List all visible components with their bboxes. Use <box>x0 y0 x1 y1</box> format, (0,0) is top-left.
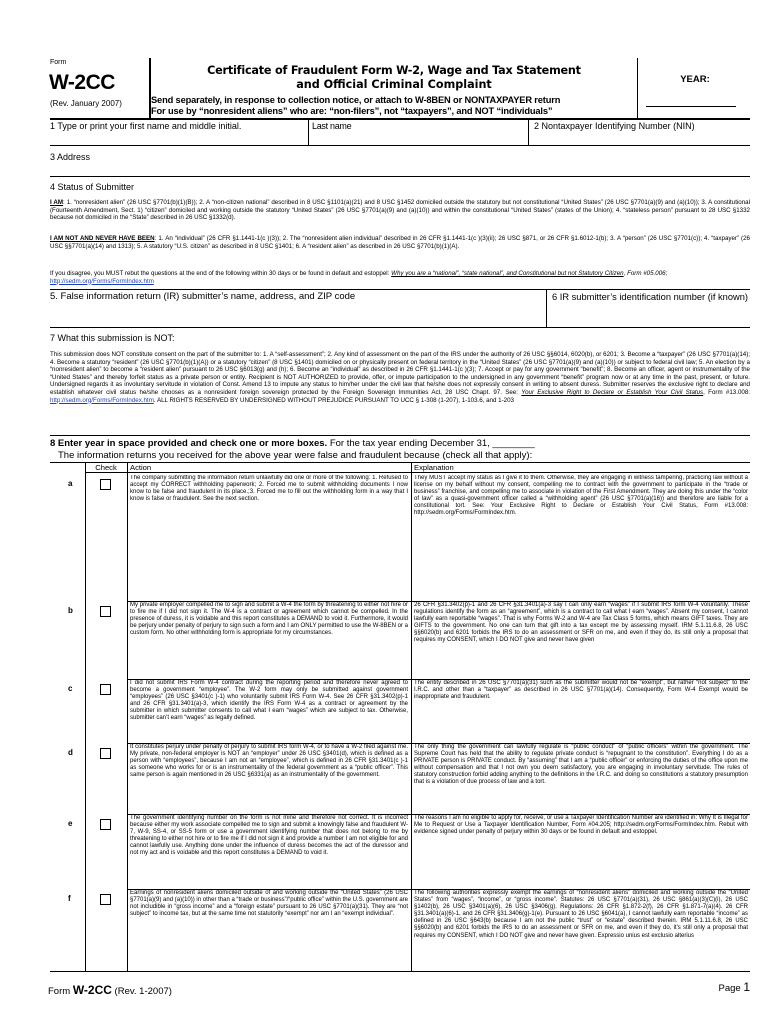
divider-ir <box>546 289 547 327</box>
footer-page-number: 1 <box>743 980 750 994</box>
rule-1 <box>50 145 750 146</box>
disagree-form: , Form #05.006; <box>623 270 668 277</box>
footer-form-code: W-2CC <box>72 983 112 997</box>
checkbox-f[interactable] <box>100 894 111 905</box>
col-check-header: Check <box>95 463 117 472</box>
use-instruction: For use by “nonresident aliens” who are: “non-filers”, not “taxpayers”, and NOT “individuals” <box>151 106 553 116</box>
field-8-subtitle: The information returns you received for the above year were false and fraudulent because (check all that apply): <box>58 450 533 461</box>
explanation-cell: 26 CFR §31.3402(p)-1 and 26 CFR §31.3401(a)-3 say I can only earn “wages” if I submit IRS form W-4 voluntarily. These regulations identify the form as an “agreement”, which is a contract to call what I earn “wages”. Absent my consent, I cannot lawfully earn reportable “wages”. That is why Forms W-2 and W-4 are Tax Class 5 forms, which means GIFT taxes. They are GIFTS to the government. No one can turn that gift into a tax except me by assessing myself. IRM 5.1.11.6.8, 26 USC §§6020(b) and 6201 forbids the IRS to do an assessment or SFR on me, and even if they do, its still only a proposal that requires my CONSENT, which I DO NOT give and never have given <box>414 602 748 644</box>
action-cell: I did not submit IRS Form W-4 contract during the reporting period and therefore never agreed to become a government “employee”. The W-2 form may only be submitted against government “employees” (26 USC §3401(c )-1) who voluntarily submit IRS Form W-4. See 26 CFR §31.3402(p)-1 and 26 CFR §31.3401(a)-3, which identify the IRS Form W-4 as a contract or agreement by the submitter in which submitter consents to call what I earn “wages” which are subject to tax. Otherwise, submitter can’t earn “wages” as legally defined. <box>130 680 408 722</box>
not-consent-notice <box>50 351 750 404</box>
col-explanation-header: Explanation <box>414 463 454 472</box>
footer-page-label: Page <box>718 983 741 994</box>
year-input-line[interactable] <box>646 106 736 107</box>
row-letter: e <box>68 819 73 828</box>
i-am-not-text: : 1. An “individual” (26 CFR §1.1441-1(c )(3)); 2. The “nonresident alien individual” described in 26 CFR §1.1441-1(c )(3)(ii); 26 USC §871, or 26 CFR §1.6012-1(b); 3. A “person” (26 USC §7701(c)); 4. “taxpayer” (26 USC §§7701(a)(14) and 1313); 5. A statutory “U.S. citizen” as described in 8 USC §1401; 6. A “resident alien” as described in 26 USC §7701(b)(1)(A). <box>50 235 751 250</box>
field-7-label: 7 What this submission is NOT: <box>50 333 175 343</box>
checkbox-c[interactable] <box>100 684 111 695</box>
i-am-not-statement <box>50 235 750 250</box>
row-letter: c <box>68 684 73 693</box>
i-am-label: I AM <box>50 199 64 206</box>
send-instruction: Send separately, in response to collection notice, or attach to W-8BEN or NONTAXPAYER return <box>151 95 561 105</box>
divider-name <box>308 119 309 145</box>
disagree-statement <box>50 270 750 285</box>
notice-rights: . ALL RIGHTS RESERVED BY UNDERSIGNED WITHOUT PREJUDICE PURSUANT TO UCC § 1-308 (1-207), 1-103.6, and 1-203 <box>153 396 514 404</box>
header-rule <box>50 118 750 120</box>
row-letter: f <box>68 894 71 903</box>
reasons-table <box>50 462 750 971</box>
footer-page <box>670 980 750 994</box>
explanation-cell: The following authorities expressly exempt the earnings of “nonresident aliens” domiciled and working outside the “United States” from “wages”, “income”, or “gross income”. Statutes: 26 USC §7701(a)(31), 26 USC §861(a)(3)(C)(i), 26 USC §1402(b), 26 USC §3401(a)(6), 26 USC §3406(g). Regulations: 26 CFR §1.872-2(f), 26 CFR §1.871-7(a)(4). 26 CFR §31.3401(a)(6)-1, and 26 CFR §31.3406(g)-1(e). Pursuant to 26 USC §6041(a), I cannot lawfully earn reportable “income” as defined in 26 USC §643(b) because I am not the public “trust” or “estate” described therein. IRM 5.1.11.6.8, 26 USC §§6020(b) and 6201 forbids the IRS to do an assessment or SFR on me, and even if they do, it’s still only a proposal that requires my CONSENT, which I DO NOT give and never have given. Expressio unius est exclusio alterius <box>414 890 748 939</box>
header-divider-right <box>637 58 638 118</box>
row-letter: a <box>68 479 73 488</box>
rule-2 <box>50 176 750 177</box>
explanation-cell: The reasons I am no eligible to apply for, receive, or use a Taxpayer Identification Number are identified in: Why It is Illegal for Me to Request or Use a Taxpayer Identification Number, Form #04.205; http://sedm.org/Forms/FormIndex.htm. Rebut with evidence signed under penalty of perjury within 30 days or be found in default and estoppel. <box>414 815 748 836</box>
i-am-not-label: I AM NOT AND NEVER HAVE BEEN <box>50 235 155 242</box>
disagree-text: If you disagree, you MUST rebut the questions at the end of the following within 30 days or be found in default and estoppel: <box>50 270 390 277</box>
field-5-label: 5. False information return (IR) submitter’s name, address, and ZIP code <box>50 291 356 302</box>
rule-4 <box>50 327 750 328</box>
notice-reference: Your Exclusive Right to Declare or Establish Your Civil Status <box>521 388 704 396</box>
field-8-label <box>50 438 535 449</box>
field-8-instruction: 8 Enter year in space provided and check one or more boxes. <box>50 438 328 449</box>
rule-5 <box>50 435 750 436</box>
row-letter: d <box>68 748 73 757</box>
checkbox-a[interactable] <box>100 479 111 490</box>
field-2-label: 2 Nontaxpayer Identifying Number (NIN) <box>534 121 695 131</box>
notice-link[interactable]: http://sedm.org/Forms/FormIndex.htm <box>50 396 154 404</box>
action-cell: My private employer compelled me to sign and submit a W-4 the form by threatening to either not hire or to fire me if I did not sign it. The W-4 is a contract or agreement which cannot be compelled. In the presence of duress, it is voidable and this report constitutes a DEMAND to void it. Furthermore, it would be perjury under penalty of perjury to sign such a form and I am ONLY permitted to use the W-8BEN or a custom form. No other withholding form is appropriate for my circumstances. <box>130 602 408 637</box>
field-3-label: 3 Address <box>50 152 91 162</box>
checkbox-b[interactable] <box>100 606 111 617</box>
action-cell: It constitutes perjury under penalty of perjury to submit IRS form W-4, or to have a W-2 filed against me. My private, non-federal employer is NOT an “employer” under 26 USC §3401(d), which is defined as a person with “employees”, because I am not an “employee”, which is defined in 26 CFR §31.3401(c )-1 as someone who works for or is an instrumentality of the federal government as a “public officer”. This same person is again mentioned in 26 USC §6331(a) as an instrumentality of the government. <box>130 744 408 779</box>
row-divider <box>127 601 750 602</box>
field-8-tax-year: For the tax year ending December 31, ________ <box>327 438 535 449</box>
notice-text: This submission does NOT constitute consent on the part of the submitter to: 1. A “self-assessment”; 2. Any kind of assessment on the part of the IRS under the authority of 26 USC §§6014, 6020(b), or 6201; 3. Become a “taxpayer” (26 USC §7701(a)(14); 4. Become a statutory “resident” (26 USC §7701(b)(1)(A)) or a statutory “citizen” (8 USC §1401) domiciled on or physically present on federal territory in the “United States” (26 USC §7701(a)(9) and (a)(10)) or subject to federal civil law; 5. An election by a “nonresident alien” to become a “resident alien” pursuant to 26 USC §6013(g) and (h); 6. Become an “individual” as described in 26 CFR §1.1441-1(c )(3); 7. Accept or pay for any government “benefit”; 8. Become an officer, agent or instrumentality of the “United States” and thereby forfeit status as a private person or entity. Recipient is NOT AUTHORIZED to provide, offer, or impute participation to the undersigned in any government “benefit” program now or at any time in the past, present, or future. Undersigned regards it as involuntary servitude in violation of Const. Amend 13 to impute any status to him/her under the civil law that he/she does not expressly consent in writing to absent duress. Submitter reserves the exclusive right to declare and establish whatever civil status he/she chooses as a nonresident foreign sovereign protected by the Foreign Sovereign Immunities Act, 28 USC Chapt. 97. See: <box>50 351 750 396</box>
form-page <box>50 58 750 1003</box>
row-divider <box>127 889 750 890</box>
field-6-label: 6 IR submitter’s identification number (if known) <box>552 292 749 302</box>
table-vline-1 <box>85 462 86 971</box>
action-cell: The company submitting the information return unlawfully did one or more of the following: 1. Refused to accept my CORRECT withholding paperwork; 2. Forced me to submit withholding documents I now know to be false and fraudulent in its place.;3. Forced me to fill out the withholding form in a way that I know is false or fraudulent. See the next section. <box>130 475 408 503</box>
rule-3 <box>50 289 750 290</box>
disagree-link[interactable]: http://sedm.org/Forms/FormIndex.htm <box>50 277 154 285</box>
table-top-rule <box>50 462 750 463</box>
last-name-label: Last name <box>312 121 352 131</box>
field-4-label: 4 Status of Submitter <box>50 182 135 192</box>
form-code: W-2CC <box>49 71 115 94</box>
footer-form <box>48 983 172 997</box>
footer-revision: (Rev. 1-2007) <box>114 986 172 997</box>
header-rule-bottom <box>85 472 750 473</box>
form-revision: (Rev. January 2007) <box>50 99 122 108</box>
action-cell: Earnings of nonresident aliens domiciled outside of and working outside the “United States” (26 USC §7701(a)(9) and (a)(10)) in other than a “trade or business”/“public office” within the U.S. government are not includible in “gross income” and a “foreign estate” pursuant to 26 USC §7701(a)(31). They are “not subject” to income tax, but at the same time not statutorily “exempt” nor am I an “exempt individual”. <box>130 890 408 918</box>
row-divider <box>127 814 750 815</box>
i-am-statement <box>50 199 750 222</box>
table-vline-3 <box>411 462 412 971</box>
divider-nin <box>528 119 529 145</box>
i-am-text: : 1. “nonresident alien” (26 USC §7701(b)(1)(B)); 2. A “non-citizen national” described in 8 USC §1101(a)(21) and 8 USC §1452 domiciled outside the statutory but not constitutional “United States” (26 USC §7701(a)(9) and (a)(10)); 3. A constitutional (Fourteenth Amendment, Sect. 1) “citizen” domiciled and working outside the statutory “United States” (26 USC §7701(a)(9) and (a)(10)) and within the constitutional “United States” (states of the Union); 4. “stateless person” pursuant to 28 USC §1332 because not domiciled in the “State” described in 26 USC §1332(d). <box>50 199 750 222</box>
footer-form-prefix: Form <box>48 986 71 997</box>
explanation-cell: They MUST accept my status as I give it to them. Otherwise, they are engaging in witness tampering, practicing law without a license on my behalf without my consent, compelling me to contract with the government to participate in the “trade or business” franchise, and compelling me to associate in violation of the First Amendment. They are doing this under the “color of law” as a quasi-government officer called a “withholding agent” (26 USC §7701(a)(16)) and therefore are liable for a constitutional tort. See: Your Exclusive Right to Declare or Establish Your Civil Status, Form #13.008: http://sedm.org/Forms/FormIndex.htm. <box>414 475 748 517</box>
row-divider <box>127 743 750 744</box>
row-divider <box>127 679 750 680</box>
explanation-cell: The entity described in 26 USC §7701(a)(31) such as the submitter would not be “exempt”, but rather “not subject” to the I.R.C. and other than a “taxpayer” as described in 26 USC §7701(a)(14). Consequently, Form W-4 Exempt would be inappropriate and fraudulent. <box>414 680 748 701</box>
table-vline-2 <box>127 462 128 971</box>
field-1-label: 1 Type or print your first name and middle initial. <box>50 121 242 131</box>
action-cell: The government identifying number on the form is not mine and therefore not correct. It is incorrect because either my work associate compelled me to sign and submit a knowingly false and fraudulent W-7, W-9, SS-4, or SS-5 form or use a government identifying number that does not belong to me by threatening to either not hire or to fire me if I did not sign it and provide a number I am not eligible for and cannot lawfully use. Anything done under the influence of duress becomes the act of the duressor and not my act and is voidable and this report constitutes a DEMAND to void it. <box>130 815 408 857</box>
form-label: Form <box>50 59 67 66</box>
disagree-reference: Why you are a “national”, “state national”, and Constitutional but not Statutory Citizen <box>391 270 624 277</box>
year-label: YEAR: <box>680 74 710 85</box>
explanation-cell: The only thing the government can lawfully regulate is “public conduct” of “public officers” within the government. The Supreme Court has held that the ability to regulate private conduct is “repugnant to the constitution”. Everything I do as a PRIVATE person is PRIVATE conduct. By “assuming” that I am a “public officer” or enforcing the duties of the office upon me without compensation and that I not own you deem satisfactory, you are engaging in involuntary servitude. The rules of statutory construction forbid adding anything to the definitions in the I.R.C. and doing so constitutions a statutory presumption that is a violation of due process of law and a tort. <box>414 744 748 786</box>
row-letter: b <box>68 606 73 615</box>
notice-form: , Form #13.008: <box>703 388 750 396</box>
checkbox-d[interactable] <box>100 748 111 759</box>
table-bottom-rule <box>50 971 750 972</box>
form-title-1: Certificate of Fraudulent Form W-2, Wage and Tax Statement <box>207 64 581 77</box>
checkbox-e[interactable] <box>100 819 111 830</box>
col-action-header: Action <box>130 463 152 472</box>
form-title-2: and Official Criminal Complaint <box>296 78 492 91</box>
